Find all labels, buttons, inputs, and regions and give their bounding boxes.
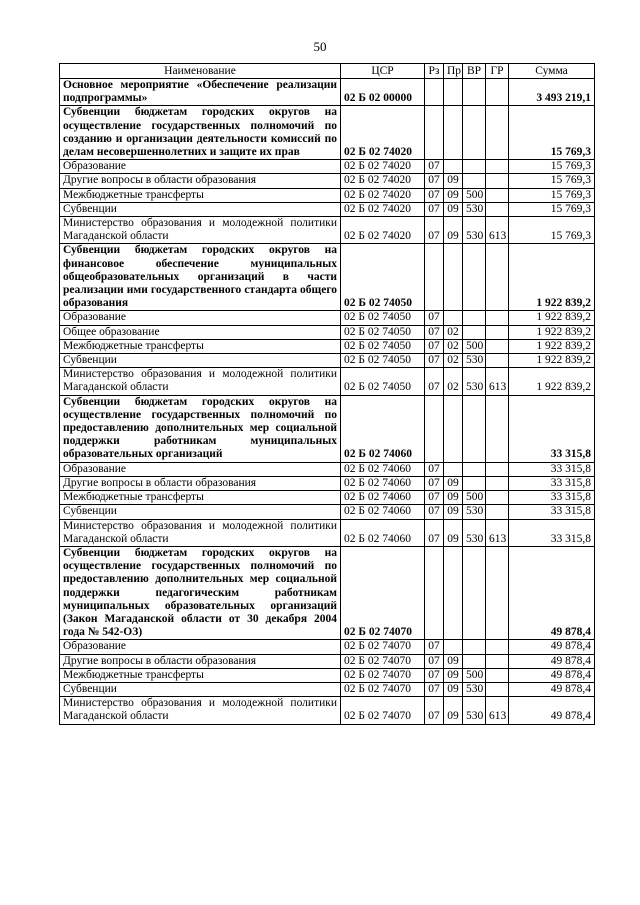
row-rz-cell: 07 — [425, 491, 444, 505]
row-sum-cell: 49 878,4 — [509, 697, 595, 724]
row-pr-cell: 09 — [444, 491, 463, 505]
row-name-cell: Субвенции бюджетам городских округов на осуществление государственных полномочий по предоставлению дополнительных мер социальной поддержки педагогическим работникам муниципальных образовательных организаций (Закон Магаданской области от 30 декабря 2004 года № 542-ОЗ) — [60, 546, 341, 639]
row-csr-cell: 02 Б 02 74070 — [341, 697, 425, 724]
row-gr-cell — [486, 476, 509, 490]
row-name-cell: Субвенции бюджетам городских округов на финансовое обеспечение муниципальных общеобразовательных организаций в части реализации ими государственного стандарта общего образования — [60, 244, 341, 311]
row-csr-cell: 02 Б 02 74050 — [341, 244, 425, 311]
row-rz-cell: 07 — [425, 202, 444, 216]
row-vr-cell: 530 — [463, 682, 486, 696]
row-pr-cell: 09 — [444, 476, 463, 490]
row-csr-cell: 02 Б 02 74070 — [341, 640, 425, 654]
row-name-cell: Образование — [60, 160, 341, 174]
row-gr-cell — [486, 682, 509, 696]
table-row — [60, 339, 595, 353]
row-rz-cell: 07 — [425, 160, 444, 174]
row-vr-cell — [463, 244, 486, 311]
row-pr-cell: 09 — [444, 188, 463, 202]
header-gr: ГР — [486, 64, 509, 79]
table-row — [60, 160, 595, 174]
row-rz-cell: 07 — [425, 188, 444, 202]
row-rz-cell — [425, 244, 444, 311]
table-row — [60, 202, 595, 216]
row-pr-cell — [444, 462, 463, 476]
table-row — [60, 668, 595, 682]
row-vr-cell — [463, 654, 486, 668]
row-csr-cell: 02 Б 02 74050 — [341, 368, 425, 395]
row-rz-cell: 07 — [425, 217, 444, 244]
table-row — [60, 311, 595, 325]
row-name-cell: Межбюджетные трансферты — [60, 491, 341, 505]
row-sum-cell: 15 769,3 — [509, 188, 595, 202]
table-row — [60, 519, 595, 546]
table-row — [60, 395, 595, 462]
row-name-cell: Другие вопросы в области образования — [60, 476, 341, 490]
row-csr-cell: 02 Б 02 74050 — [341, 325, 425, 339]
row-pr-cell: 09 — [444, 174, 463, 188]
row-sum-cell: 49 878,4 — [509, 682, 595, 696]
row-rz-cell: 07 — [425, 339, 444, 353]
row-vr-cell: 530 — [463, 368, 486, 395]
row-vr-cell: 500 — [463, 339, 486, 353]
row-name-cell: Образование — [60, 462, 341, 476]
row-csr-cell: 02 Б 02 74070 — [341, 546, 425, 639]
row-csr-cell: 02 Б 02 74060 — [341, 505, 425, 519]
row-sum-cell: 1 922 839,2 — [509, 311, 595, 325]
row-csr-cell: 02 Б 02 74060 — [341, 395, 425, 462]
header-name: Наименование — [60, 64, 341, 79]
row-rz-cell — [425, 106, 444, 160]
row-pr-cell — [444, 395, 463, 462]
table-row — [60, 505, 595, 519]
row-rz-cell: 07 — [425, 368, 444, 395]
row-vr-cell: 500 — [463, 668, 486, 682]
row-name-cell: Основное мероприятие «Обеспечение реализации подпрограммы» — [60, 79, 341, 106]
row-pr-cell: 02 — [444, 354, 463, 368]
row-pr-cell: 09 — [444, 654, 463, 668]
row-rz-cell: 07 — [425, 354, 444, 368]
row-name-cell: Субвенции бюджетам городских округов на осуществление государственных полномочий по предоставлению дополнительных мер социальной поддержки работникам муниципальных образовательных организаций — [60, 395, 341, 462]
row-gr-cell: 613 — [486, 368, 509, 395]
row-vr-cell — [463, 311, 486, 325]
row-rz-cell — [425, 546, 444, 639]
row-gr-cell — [486, 668, 509, 682]
row-rz-cell: 07 — [425, 519, 444, 546]
row-vr-cell: 500 — [463, 188, 486, 202]
row-gr-cell: 613 — [486, 697, 509, 724]
row-pr-cell: 09 — [444, 505, 463, 519]
row-gr-cell — [486, 339, 509, 353]
row-csr-cell: 02 Б 02 74070 — [341, 682, 425, 696]
row-csr-cell: 02 Б 02 74020 — [341, 202, 425, 216]
row-gr-cell — [486, 462, 509, 476]
row-sum-cell: 15 769,3 — [509, 217, 595, 244]
row-sum-cell: 49 878,4 — [509, 546, 595, 639]
row-rz-cell: 07 — [425, 640, 444, 654]
row-vr-cell: 500 — [463, 491, 486, 505]
table-row — [60, 79, 595, 106]
row-vr-cell — [463, 476, 486, 490]
row-rz-cell: 07 — [425, 325, 444, 339]
row-sum-cell: 33 315,8 — [509, 491, 595, 505]
table-row — [60, 654, 595, 668]
row-rz-cell: 07 — [425, 697, 444, 724]
row-vr-cell — [463, 462, 486, 476]
row-csr-cell: 02 Б 02 00000 — [341, 79, 425, 106]
row-pr-cell — [444, 640, 463, 654]
row-name-cell: Министерство образования и молодежной политики Магаданской области — [60, 217, 341, 244]
row-name-cell: Образование — [60, 640, 341, 654]
row-sum-cell: 49 878,4 — [509, 668, 595, 682]
table-row — [60, 217, 595, 244]
row-vr-cell: 530 — [463, 697, 486, 724]
row-csr-cell: 02 Б 02 74050 — [341, 354, 425, 368]
row-gr-cell — [486, 188, 509, 202]
row-vr-cell: 530 — [463, 217, 486, 244]
row-gr-cell — [486, 654, 509, 668]
row-csr-cell: 02 Б 02 74060 — [341, 519, 425, 546]
row-rz-cell: 07 — [425, 668, 444, 682]
row-csr-cell: 02 Б 02 74020 — [341, 217, 425, 244]
row-sum-cell: 33 315,8 — [509, 519, 595, 546]
row-name-cell: Субвенции бюджетам городских округов на осуществление государственных полномочий по созданию и организации деятельности комиссий по делам несовершеннолетних и защите их прав — [60, 106, 341, 160]
row-name-cell: Министерство образования и молодежной политики Магаданской области — [60, 519, 341, 546]
row-csr-cell: 02 Б 02 74060 — [341, 491, 425, 505]
row-vr-cell — [463, 79, 486, 106]
row-gr-cell — [486, 546, 509, 639]
row-sum-cell: 1 922 839,2 — [509, 354, 595, 368]
row-csr-cell: 02 Б 02 74020 — [341, 160, 425, 174]
row-pr-cell: 02 — [444, 339, 463, 353]
table-row — [60, 188, 595, 202]
row-name-cell: Межбюджетные трансферты — [60, 188, 341, 202]
row-rz-cell — [425, 79, 444, 106]
row-csr-cell: 02 Б 02 74020 — [341, 106, 425, 160]
row-name-cell: Общее образование — [60, 325, 341, 339]
row-sum-cell: 1 922 839,2 — [509, 339, 595, 353]
row-csr-cell: 02 Б 02 74050 — [341, 311, 425, 325]
row-sum-cell: 3 493 219,1 — [509, 79, 595, 106]
table-row — [60, 682, 595, 696]
row-csr-cell: 02 Б 02 74070 — [341, 668, 425, 682]
row-csr-cell: 02 Б 02 74070 — [341, 654, 425, 668]
table-row — [60, 354, 595, 368]
row-vr-cell: 530 — [463, 519, 486, 546]
header-sum: Сумма — [509, 64, 595, 79]
header-pr: Пр — [444, 64, 463, 79]
row-csr-cell: 02 Б 02 74050 — [341, 339, 425, 353]
row-name-cell: Министерство образования и молодежной политики Магаданской области — [60, 368, 341, 395]
row-vr-cell — [463, 640, 486, 654]
row-pr-cell — [444, 244, 463, 311]
row-gr-cell — [486, 354, 509, 368]
row-gr-cell — [486, 395, 509, 462]
row-sum-cell: 33 315,8 — [509, 505, 595, 519]
row-rz-cell: 07 — [425, 174, 444, 188]
row-sum-cell: 33 315,8 — [509, 395, 595, 462]
row-pr-cell: 09 — [444, 697, 463, 724]
table-row — [60, 697, 595, 724]
row-rz-cell: 07 — [425, 505, 444, 519]
row-name-cell: Межбюджетные трансферты — [60, 339, 341, 353]
row-sum-cell: 49 878,4 — [509, 640, 595, 654]
row-pr-cell: 09 — [444, 217, 463, 244]
row-rz-cell: 07 — [425, 462, 444, 476]
row-rz-cell: 07 — [425, 654, 444, 668]
row-name-cell: Межбюджетные трансферты — [60, 668, 341, 682]
row-csr-cell: 02 Б 02 74020 — [341, 188, 425, 202]
row-pr-cell: 09 — [444, 519, 463, 546]
header-vr: ВР — [463, 64, 486, 79]
budget-table — [59, 63, 595, 725]
row-csr-cell: 02 Б 02 74020 — [341, 174, 425, 188]
row-csr-cell: 02 Б 02 74060 — [341, 476, 425, 490]
row-rz-cell — [425, 395, 444, 462]
table-row — [60, 491, 595, 505]
row-gr-cell — [486, 202, 509, 216]
row-sum-cell: 15 769,3 — [509, 160, 595, 174]
header-csr: ЦСР — [341, 64, 425, 79]
row-vr-cell — [463, 546, 486, 639]
row-pr-cell — [444, 311, 463, 325]
row-vr-cell — [463, 160, 486, 174]
row-name-cell: Субвенции — [60, 202, 341, 216]
header-rz: Рз — [425, 64, 444, 79]
row-sum-cell: 15 769,3 — [509, 202, 595, 216]
row-name-cell: Образование — [60, 311, 341, 325]
page-number: 50 — [313, 39, 327, 54]
table-row — [60, 325, 595, 339]
row-pr-cell: 02 — [444, 368, 463, 395]
row-sum-cell: 1 922 839,2 — [509, 244, 595, 311]
row-gr-cell — [486, 174, 509, 188]
row-vr-cell: 530 — [463, 354, 486, 368]
row-gr-cell — [486, 325, 509, 339]
row-name-cell: Другие вопросы в области образования — [60, 174, 341, 188]
row-pr-cell: 02 — [444, 325, 463, 339]
table-row — [60, 106, 595, 160]
row-sum-cell: 1 922 839,2 — [509, 325, 595, 339]
row-name-cell: Субвенции — [60, 682, 341, 696]
row-pr-cell: 09 — [444, 668, 463, 682]
row-vr-cell — [463, 395, 486, 462]
row-pr-cell — [444, 106, 463, 160]
row-gr-cell — [486, 640, 509, 654]
row-vr-cell — [463, 174, 486, 188]
table-row — [60, 244, 595, 311]
row-sum-cell: 49 878,4 — [509, 654, 595, 668]
row-rz-cell: 07 — [425, 311, 444, 325]
row-pr-cell: 09 — [444, 202, 463, 216]
row-pr-cell — [444, 546, 463, 639]
row-vr-cell: 530 — [463, 505, 486, 519]
row-gr-cell — [486, 79, 509, 106]
row-gr-cell — [486, 160, 509, 174]
row-sum-cell: 15 769,3 — [509, 106, 595, 160]
row-name-cell: Министерство образования и молодежной политики Магаданской области — [60, 697, 341, 724]
row-gr-cell — [486, 106, 509, 160]
row-gr-cell: 613 — [486, 519, 509, 546]
table-row — [60, 462, 595, 476]
row-gr-cell — [486, 491, 509, 505]
table-body — [60, 79, 595, 725]
row-gr-cell — [486, 244, 509, 311]
row-name-cell: Субвенции — [60, 354, 341, 368]
row-sum-cell: 15 769,3 — [509, 174, 595, 188]
row-pr-cell — [444, 160, 463, 174]
row-pr-cell: 09 — [444, 682, 463, 696]
table-row — [60, 640, 595, 654]
row-rz-cell: 07 — [425, 476, 444, 490]
table-header-row — [60, 64, 595, 79]
table-row — [60, 368, 595, 395]
row-gr-cell — [486, 311, 509, 325]
row-sum-cell: 33 315,8 — [509, 462, 595, 476]
row-vr-cell — [463, 325, 486, 339]
row-name-cell: Субвенции — [60, 505, 341, 519]
row-gr-cell: 613 — [486, 217, 509, 244]
table-row — [60, 174, 595, 188]
row-csr-cell: 02 Б 02 74060 — [341, 462, 425, 476]
row-vr-cell — [463, 106, 486, 160]
row-rz-cell: 07 — [425, 682, 444, 696]
row-sum-cell: 1 922 839,2 — [509, 368, 595, 395]
row-pr-cell — [444, 79, 463, 106]
row-gr-cell — [486, 505, 509, 519]
row-sum-cell: 33 315,8 — [509, 476, 595, 490]
table-row — [60, 476, 595, 490]
table-row — [60, 546, 595, 639]
row-vr-cell: 530 — [463, 202, 486, 216]
row-name-cell: Другие вопросы в области образования — [60, 654, 341, 668]
